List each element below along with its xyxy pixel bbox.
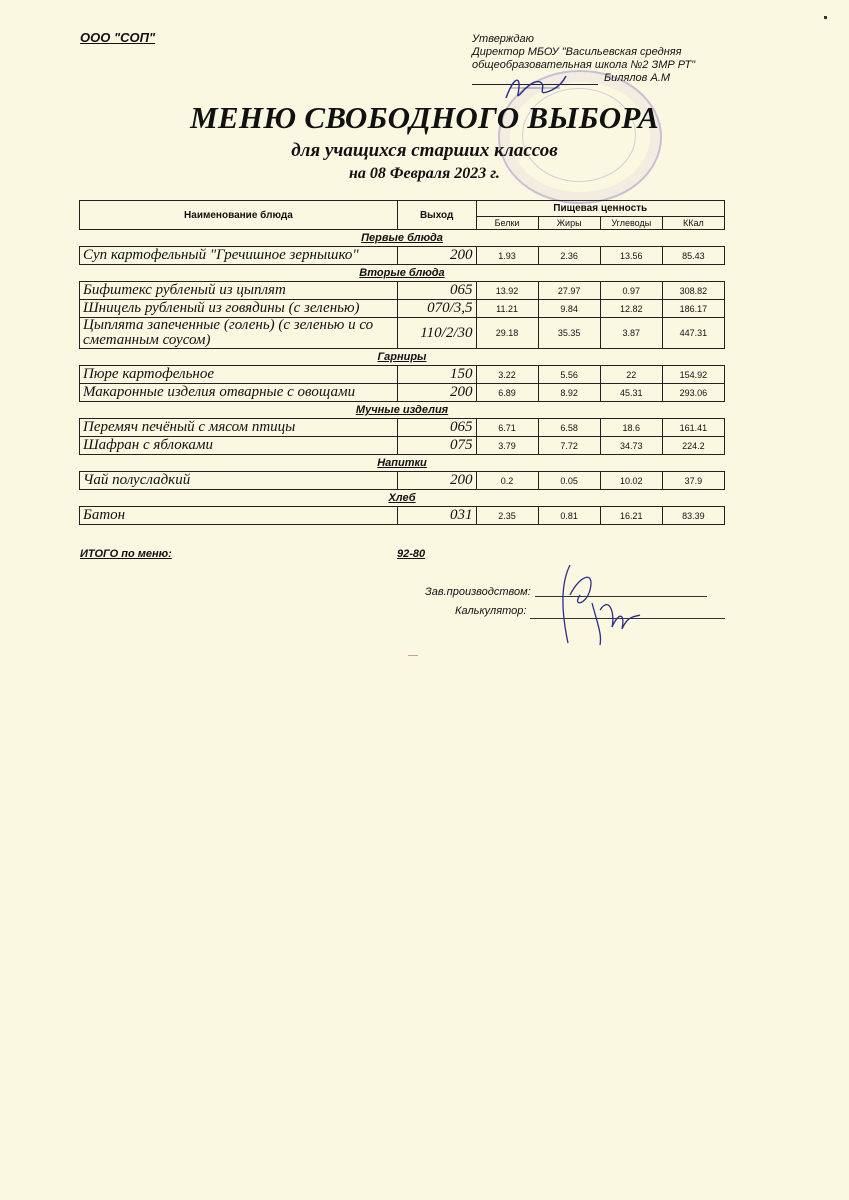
dish-carbs: 16.21 bbox=[600, 507, 662, 525]
dish-protein: 11.21 bbox=[476, 300, 538, 318]
dish-carbs: 45.31 bbox=[600, 384, 662, 402]
section-title: Мучные изделия bbox=[355, 404, 449, 416]
dish-carbs: 3.87 bbox=[600, 318, 662, 349]
dish-fat: 5.56 bbox=[538, 366, 600, 384]
column-header-kcal: ККал bbox=[662, 217, 724, 230]
section-title: Хлеб bbox=[388, 492, 416, 504]
column-header-fat: Жиры bbox=[538, 217, 600, 230]
dish-fat: 8.92 bbox=[538, 384, 600, 402]
approval-label: Утверждаю bbox=[472, 33, 534, 45]
dish-fat: 6.58 bbox=[538, 419, 600, 437]
dish-protein: 13.92 bbox=[476, 282, 538, 300]
dish-output: 065 bbox=[397, 419, 476, 437]
approval-position-line2: общеобразовательная школа №2 ЗМР РТ" bbox=[472, 59, 696, 71]
dish-kcal: 224.2 bbox=[662, 437, 724, 455]
dish-fat: 7.72 bbox=[538, 437, 600, 455]
table-row bbox=[80, 419, 725, 437]
table-row bbox=[80, 384, 725, 402]
dish-kcal: 85.43 bbox=[662, 247, 724, 265]
dish-name: Шницель рубленый из говядины (с зеленью) bbox=[80, 300, 398, 318]
dish-kcal: 161.41 bbox=[662, 419, 724, 437]
dish-name: Перемяч печёный с мясом птицы bbox=[80, 419, 398, 437]
dish-fat: 35.35 bbox=[538, 318, 600, 349]
dish-output: 075 bbox=[397, 437, 476, 455]
total-label: ИТОГО по меню: bbox=[80, 548, 172, 560]
dish-output: 150 bbox=[397, 366, 476, 384]
dish-fat: 9.84 bbox=[538, 300, 600, 318]
dish-name: Суп картофельный "Гречишное зернышко" bbox=[80, 247, 398, 265]
section-title: Вторые блюда bbox=[359, 267, 445, 279]
column-header-name: Наименование блюда bbox=[80, 201, 398, 230]
dish-fat: 0.81 bbox=[538, 507, 600, 525]
section-title: Напитки bbox=[377, 457, 427, 469]
dish-fat: 2.36 bbox=[538, 247, 600, 265]
dish-kcal: 37.9 bbox=[662, 472, 724, 490]
dish-name: Шафран с яблоками bbox=[80, 437, 398, 455]
dish-output: 110/2/30 bbox=[397, 318, 476, 349]
production-head-label: Зав.производством: bbox=[425, 586, 531, 598]
dish-fat: 0.05 bbox=[538, 472, 600, 490]
calculator-label: Калькулятор: bbox=[455, 605, 527, 617]
table-row bbox=[80, 507, 725, 525]
dish-output: 200 bbox=[397, 472, 476, 490]
dish-carbs: 22 bbox=[600, 366, 662, 384]
dish-kcal: 154.92 bbox=[662, 366, 724, 384]
column-header-nutrition: Пищевая ценность bbox=[476, 201, 725, 217]
calculator-signature-row bbox=[455, 605, 526, 617]
table-row bbox=[80, 437, 725, 455]
dish-carbs: 13.56 bbox=[600, 247, 662, 265]
dish-kcal: 447.31 bbox=[662, 318, 724, 349]
dish-protein: 2.35 bbox=[476, 507, 538, 525]
table-row bbox=[80, 300, 725, 318]
total-value: 92-80 bbox=[397, 548, 426, 560]
dish-protein: 3.22 bbox=[476, 366, 538, 384]
dish-name: Пюре картофельное bbox=[80, 366, 398, 384]
table-row bbox=[80, 472, 725, 490]
dish-name: Чай полусладкий bbox=[80, 472, 398, 490]
dish-output: 200 bbox=[397, 247, 476, 265]
dish-output: 065 bbox=[397, 282, 476, 300]
dish-kcal: 83.39 bbox=[662, 507, 724, 525]
table-row bbox=[80, 318, 725, 349]
dish-carbs: 0.97 bbox=[600, 282, 662, 300]
dish-protein: 6.89 bbox=[476, 384, 538, 402]
column-header-carbs: Углеводы bbox=[600, 217, 662, 230]
column-header-output: Выход bbox=[397, 201, 476, 230]
approval-position-line1: Директор МБОУ "Васильевская средняя bbox=[472, 46, 682, 58]
dish-carbs: 34.73 bbox=[600, 437, 662, 455]
scan-mark bbox=[408, 655, 418, 656]
dish-name: Цыплята запеченные (голень) (с зеленью и со сметанным соусом) bbox=[80, 318, 398, 349]
page-subtitle: для учащихся старших классов bbox=[291, 140, 558, 161]
dish-fat: 27.97 bbox=[538, 282, 600, 300]
dish-protein: 29.18 bbox=[476, 318, 538, 349]
dish-name: Батон bbox=[80, 507, 398, 525]
dish-name: Бифштекс рубленый из цыплят bbox=[80, 282, 398, 300]
section-title: Первые блюда bbox=[361, 232, 443, 244]
dish-output: 200 bbox=[397, 384, 476, 402]
dish-carbs: 18.6 bbox=[600, 419, 662, 437]
table-row bbox=[80, 366, 725, 384]
section-title: Гарниры bbox=[377, 351, 427, 363]
dish-protein: 0.2 bbox=[476, 472, 538, 490]
organization-name: ООО "СОП" bbox=[80, 30, 156, 45]
table-row bbox=[80, 282, 725, 300]
menu-date: на 08 Февраля 2023 г. bbox=[349, 165, 500, 182]
page-title: МЕНЮ СВОБОДНОГО ВЫБОРА bbox=[190, 100, 659, 135]
dish-output: 031 bbox=[397, 507, 476, 525]
dish-carbs: 10.02 bbox=[600, 472, 662, 490]
dish-output: 070/3,5 bbox=[397, 300, 476, 318]
approval-name: Билялов А.М bbox=[604, 72, 671, 84]
dish-name: Макаронные изделия отварные с овощами bbox=[80, 384, 398, 402]
dish-protein: 6.71 bbox=[476, 419, 538, 437]
table-row bbox=[80, 247, 725, 265]
scan-dot bbox=[824, 16, 827, 19]
dish-protein: 3.79 bbox=[476, 437, 538, 455]
column-header-protein: Белки bbox=[476, 217, 538, 230]
dish-kcal: 186.17 bbox=[662, 300, 724, 318]
dish-protein: 1.93 bbox=[476, 247, 538, 265]
dish-carbs: 12.82 bbox=[600, 300, 662, 318]
dish-kcal: 308.82 bbox=[662, 282, 724, 300]
dish-kcal: 293.06 bbox=[662, 384, 724, 402]
menu-table bbox=[79, 200, 725, 525]
handwritten-signature bbox=[540, 555, 650, 650]
production-head-signature-row bbox=[425, 586, 531, 598]
